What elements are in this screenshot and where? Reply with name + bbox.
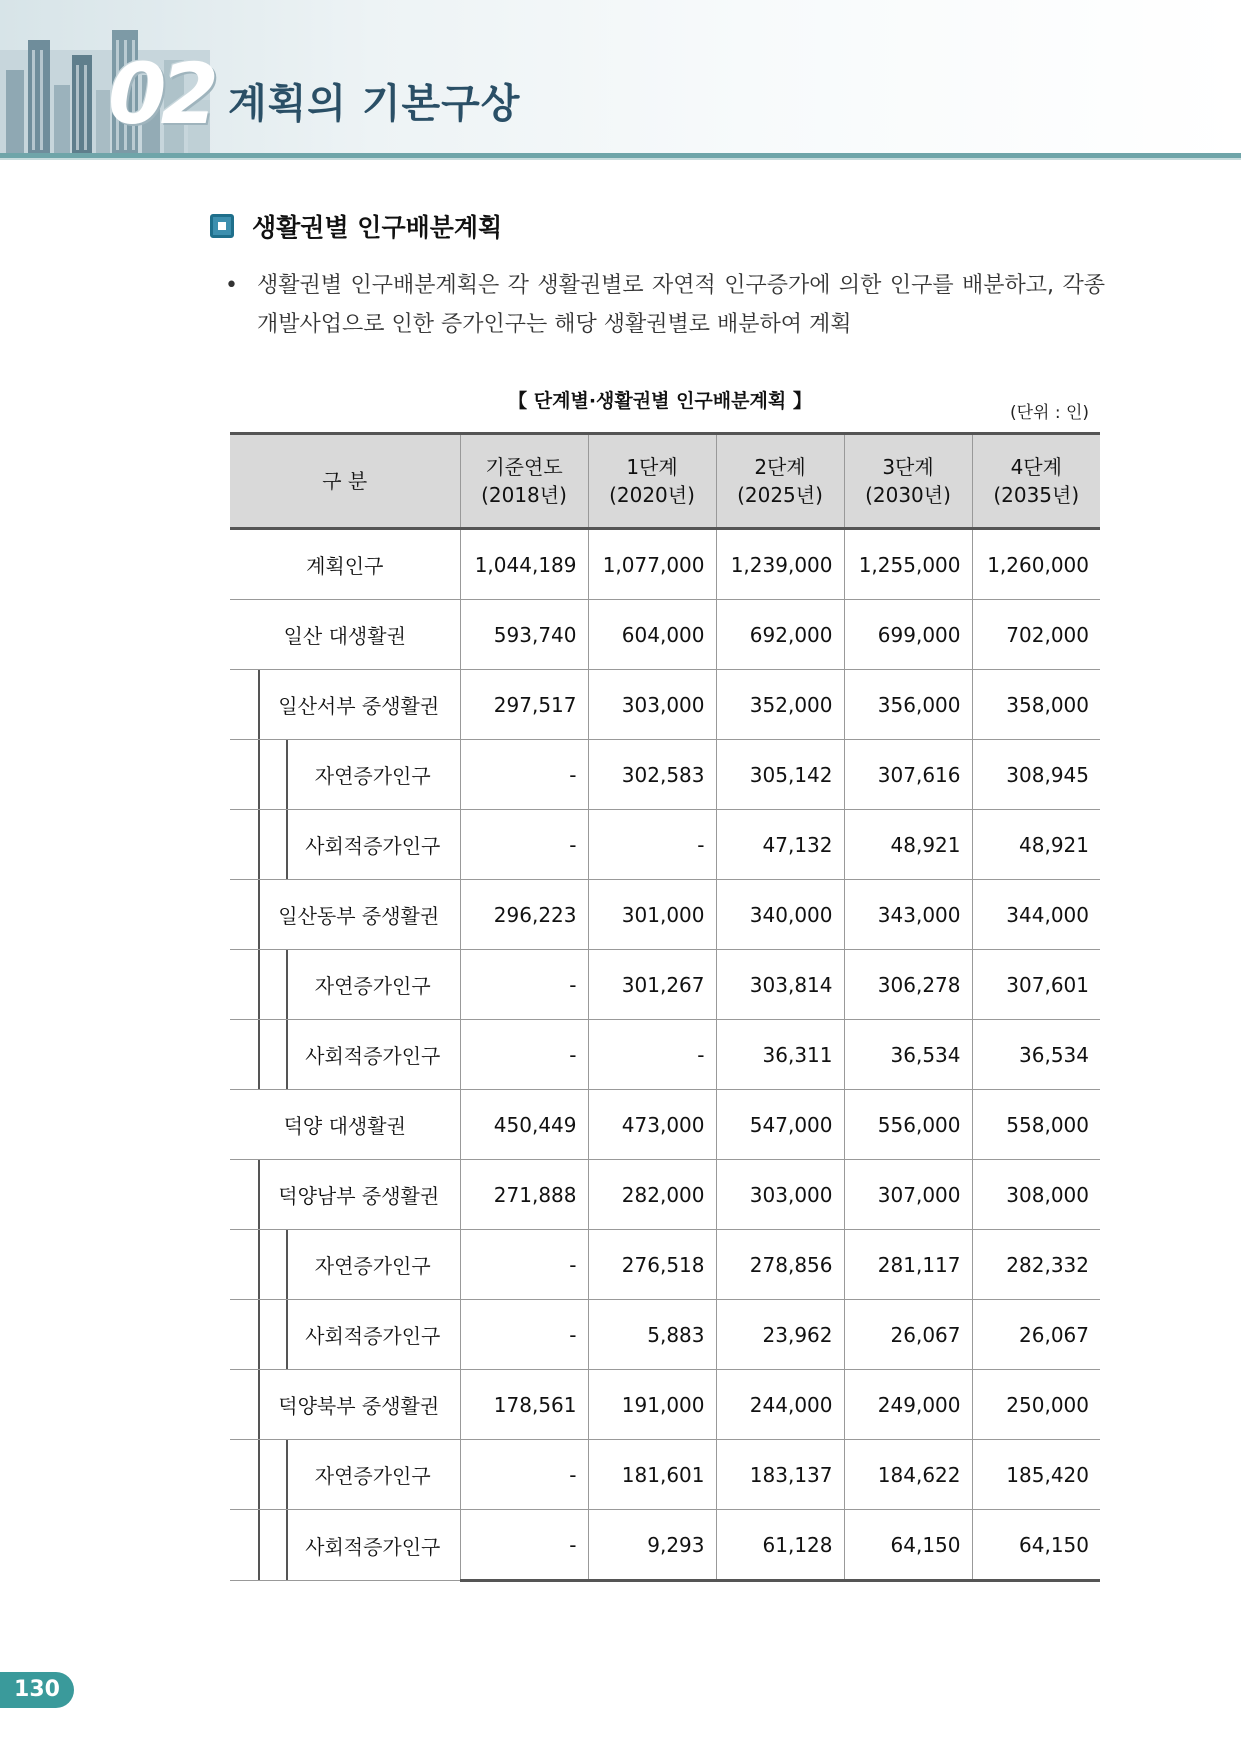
cell-value: -: [460, 1020, 588, 1090]
cell-value: 281,117: [844, 1230, 972, 1300]
cell-value: 547,000: [716, 1090, 844, 1160]
cell-value: 282,000: [588, 1160, 716, 1230]
cell-value: 303,000: [716, 1160, 844, 1230]
column-header-title: 기준연도: [485, 455, 563, 479]
cell-value: 306,278: [844, 950, 972, 1020]
header-divider-secondary: [0, 158, 1241, 160]
row-label: 사회적증가인구: [230, 1510, 460, 1581]
row-label: 계획인구: [230, 529, 460, 600]
cell-value: 64,150: [844, 1510, 972, 1581]
row-label: 자연증가인구: [230, 950, 460, 1020]
table-row: [230, 1230, 1100, 1300]
cell-value: 1,255,000: [844, 529, 972, 600]
column-header: [460, 434, 588, 529]
cell-value: 9,293: [588, 1510, 716, 1581]
table-row: [230, 950, 1100, 1020]
row-label: 사회적증가인구: [230, 810, 460, 880]
cell-value: 356,000: [844, 670, 972, 740]
cell-value: -: [460, 740, 588, 810]
cell-value: 36,534: [972, 1020, 1100, 1090]
cell-value: 450,449: [460, 1090, 588, 1160]
square-bullet-icon: [210, 214, 234, 238]
table-row: [230, 1370, 1100, 1440]
cell-value: 183,137: [716, 1440, 844, 1510]
table-row: [230, 529, 1100, 600]
column-header-title: 2단계: [754, 455, 806, 479]
table-row: [230, 1020, 1100, 1090]
cell-value: 297,517: [460, 670, 588, 740]
cell-value: 307,000: [844, 1160, 972, 1230]
cell-value: 301,000: [588, 880, 716, 950]
column-header-title: 3단계: [882, 455, 934, 479]
table-row: [230, 1510, 1100, 1581]
cell-value: -: [460, 950, 588, 1020]
row-label: 덕양남부 중생활권: [230, 1160, 460, 1230]
chapter-title: 계획의 기본구상: [228, 81, 521, 127]
cell-value: 181,601: [588, 1440, 716, 1510]
table-row: [230, 880, 1100, 950]
cell-value: 26,067: [972, 1300, 1100, 1370]
cell-value: 244,000: [716, 1370, 844, 1440]
row-label: 덕양북부 중생활권: [230, 1370, 460, 1440]
column-header-year: (2018년): [481, 483, 567, 507]
bullet-text: 생활권별 인구배분계획은 각 생활권별로 자연적 인구증가에 의한 인구를 배분하고, 각종 개발사업으로 인한 증가인구는 해당 생활권별로 배분하여 계획: [257, 273, 1105, 337]
table-row: [230, 600, 1100, 670]
cell-value: 308,945: [972, 740, 1100, 810]
cell-value: 1,077,000: [588, 529, 716, 600]
cell-value: -: [460, 1510, 588, 1581]
cell-value: 302,583: [588, 740, 716, 810]
column-header: [716, 434, 844, 529]
column-header-year: (2035년): [993, 483, 1080, 507]
table-row: [230, 1300, 1100, 1370]
cell-value: 296,223: [460, 880, 588, 950]
cell-value: 307,601: [972, 950, 1100, 1020]
table-row: [230, 670, 1100, 740]
cell-value: 1,044,189: [460, 529, 588, 600]
bullet-paragraph: [225, 266, 1105, 344]
cell-value: 344,000: [972, 880, 1100, 950]
column-header-title: 4단계: [1010, 455, 1062, 479]
row-label: 자연증가인구: [230, 740, 460, 810]
cell-value: -: [460, 1440, 588, 1510]
cell-value: 1,239,000: [716, 529, 844, 600]
column-header-year: (2025년): [737, 483, 823, 507]
cell-value: 271,888: [460, 1160, 588, 1230]
cell-value: 23,962: [716, 1300, 844, 1370]
table-row: [230, 810, 1100, 880]
cell-value: 352,000: [716, 670, 844, 740]
column-header-year: (2030년): [865, 483, 951, 507]
row-label: 일산동부 중생활권: [230, 880, 460, 950]
cell-value: 692,000: [716, 600, 844, 670]
column-header-year: (2020년): [609, 483, 695, 507]
cell-value: 702,000: [972, 600, 1100, 670]
page-header: [0, 0, 1241, 160]
row-label: 자연증가인구: [230, 1230, 460, 1300]
cell-value: -: [460, 1300, 588, 1370]
cell-value: 473,000: [588, 1090, 716, 1160]
cell-value: 558,000: [972, 1090, 1100, 1160]
table-caption: 【 단계별·생활권별 인구배분계획 】: [508, 390, 812, 412]
row-label: 일산서부 중생활권: [230, 670, 460, 740]
table-row: [230, 1160, 1100, 1230]
cell-value: 249,000: [844, 1370, 972, 1440]
cell-value: 276,518: [588, 1230, 716, 1300]
cell-value: 307,616: [844, 740, 972, 810]
table-row: [230, 1440, 1100, 1510]
cell-value: 699,000: [844, 600, 972, 670]
section-heading: [210, 210, 502, 242]
cell-value: 250,000: [972, 1370, 1100, 1440]
cell-value: 303,814: [716, 950, 844, 1020]
bullet-dot-icon: •: [225, 273, 238, 298]
table-row: [230, 1090, 1100, 1160]
table-row: [230, 740, 1100, 810]
cell-value: -: [460, 810, 588, 880]
table-unit: (단위 : 인): [1010, 403, 1090, 423]
cell-value: 301,267: [588, 950, 716, 1020]
page-number: 130: [0, 1672, 74, 1708]
table-header-row: [230, 434, 1100, 529]
row-label: 사회적증가인구: [230, 1020, 460, 1090]
row-label: 일산 대생활권: [230, 600, 460, 670]
column-header: [972, 434, 1100, 529]
cell-value: 64,150: [972, 1510, 1100, 1581]
cell-value: 1,260,000: [972, 529, 1100, 600]
column-header-title: 1단계: [626, 455, 678, 479]
cell-value: 340,000: [716, 880, 844, 950]
cell-value: 5,883: [588, 1300, 716, 1370]
column-header: [588, 434, 716, 529]
cell-value: 278,856: [716, 1230, 844, 1300]
row-label: 사회적증가인구: [230, 1300, 460, 1370]
cell-value: -: [588, 810, 716, 880]
cell-value: 282,332: [972, 1230, 1100, 1300]
row-label: 자연증가인구: [230, 1440, 460, 1510]
section-title: 생활권별 인구배분계획: [252, 213, 503, 242]
cell-value: 343,000: [844, 880, 972, 950]
cell-value: 185,420: [972, 1440, 1100, 1510]
cell-value: 47,132: [716, 810, 844, 880]
cell-value: 604,000: [588, 600, 716, 670]
cell-value: 178,561: [460, 1370, 588, 1440]
cell-value: 556,000: [844, 1090, 972, 1160]
cell-value: 36,534: [844, 1020, 972, 1090]
cell-value: 305,142: [716, 740, 844, 810]
column-header: [844, 434, 972, 529]
cell-value: 61,128: [716, 1510, 844, 1581]
population-table: [230, 432, 1100, 1582]
row-label: 덕양 대생활권: [230, 1090, 460, 1160]
cell-value: 26,067: [844, 1300, 972, 1370]
cell-value: 191,000: [588, 1370, 716, 1440]
cell-value: -: [460, 1230, 588, 1300]
cell-value: 593,740: [460, 600, 588, 670]
cell-value: 48,921: [972, 810, 1100, 880]
cell-value: 308,000: [972, 1160, 1100, 1230]
cell-value: 358,000: [972, 670, 1100, 740]
cell-value: 303,000: [588, 670, 716, 740]
cell-value: 36,311: [716, 1020, 844, 1090]
cell-value: 48,921: [844, 810, 972, 880]
cell-value: 184,622: [844, 1440, 972, 1510]
chapter-number: 02: [108, 45, 213, 143]
header-category: 구 분: [230, 434, 460, 529]
cell-value: -: [588, 1020, 716, 1090]
